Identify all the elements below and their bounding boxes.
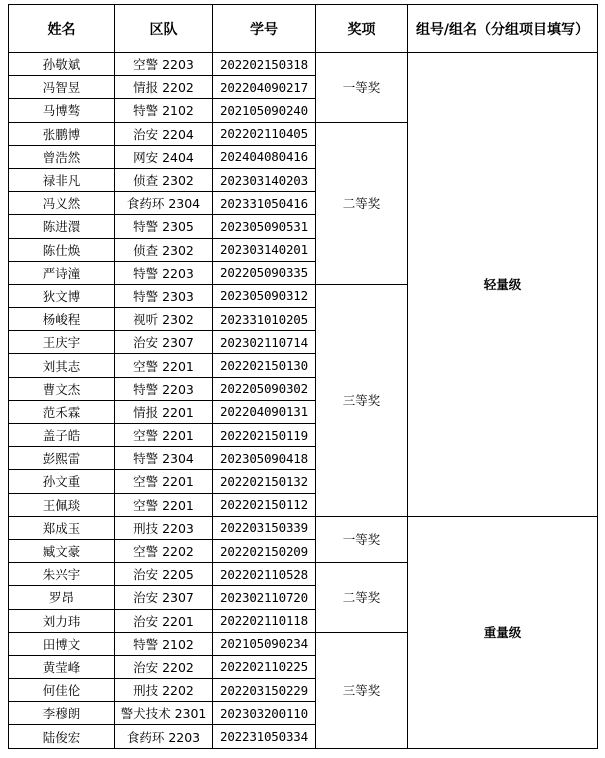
student-id: 202105090234	[213, 632, 316, 655]
header-student-id: 学号	[213, 5, 316, 53]
weight-class-cell: 轻量级	[408, 53, 598, 517]
student-id: 202204090131	[213, 400, 316, 423]
header-group: 组号/组名（分组项目填写）	[408, 5, 598, 53]
student-id: 202202110405	[213, 122, 316, 145]
student-id: 202202150318	[213, 53, 316, 76]
student-name: 冯智昱	[9, 76, 115, 99]
team-cell: 食药环 2304	[115, 192, 213, 215]
header-name: 姓名	[9, 5, 115, 53]
student-id: 202204090217	[213, 76, 316, 99]
team-cell: 特警 2203	[115, 377, 213, 400]
award-cell: 三等奖	[316, 632, 408, 748]
team-cell: 治安 2307	[115, 331, 213, 354]
student-name: 田博文	[9, 632, 115, 655]
table-header	[9, 5, 598, 53]
team-cell: 治安 2307	[115, 586, 213, 609]
student-name: 冯义然	[9, 192, 115, 215]
team-cell: 特警 2102	[115, 632, 213, 655]
student-id: 202202150209	[213, 539, 316, 562]
student-name: 张鹏博	[9, 122, 115, 145]
student-name: 范禾霖	[9, 400, 115, 423]
header-row	[9, 5, 598, 53]
team-cell: 警犬技术 2301	[115, 702, 213, 725]
student-id: 202305090418	[213, 447, 316, 470]
weight-class-cell: 重量级	[408, 516, 598, 748]
student-id: 202203150229	[213, 679, 316, 702]
team-cell: 治安 2201	[115, 609, 213, 632]
team-cell: 空警 2201	[115, 470, 213, 493]
student-id: 202303140203	[213, 168, 316, 191]
student-name: 严诗潼	[9, 261, 115, 284]
team-cell: 空警 2202	[115, 539, 213, 562]
student-name: 曹文杰	[9, 377, 115, 400]
team-cell: 空警 2201	[115, 354, 213, 377]
student-id: 202205090302	[213, 377, 316, 400]
student-name: 杨峻程	[9, 308, 115, 331]
team-cell: 网安 2404	[115, 145, 213, 168]
team-cell: 特警 2102	[115, 99, 213, 122]
table-row	[9, 516, 598, 539]
student-id: 202202110225	[213, 655, 316, 678]
award-table	[8, 4, 598, 749]
student-name: 朱兴宇	[9, 563, 115, 586]
student-id: 202302110720	[213, 586, 316, 609]
team-cell: 特警 2203	[115, 261, 213, 284]
student-id: 202331050416	[213, 192, 316, 215]
student-name: 郑成玉	[9, 516, 115, 539]
student-name: 陆俊宏	[9, 725, 115, 748]
team-cell: 刑技 2202	[115, 679, 213, 702]
student-name: 禄非凡	[9, 168, 115, 191]
student-name: 黄莹峰	[9, 655, 115, 678]
student-id: 202404080416	[213, 145, 316, 168]
student-id: 202302110714	[213, 331, 316, 354]
student-id: 202202110118	[213, 609, 316, 632]
award-cell: 二等奖	[316, 122, 408, 284]
team-cell: 治安 2204	[115, 122, 213, 145]
student-id: 202305090531	[213, 215, 316, 238]
team-cell: 特警 2304	[115, 447, 213, 470]
header-award: 奖项	[316, 5, 408, 53]
student-id: 202202150130	[213, 354, 316, 377]
student-name: 陈仕焕	[9, 238, 115, 261]
award-cell: 一等奖	[316, 53, 408, 123]
student-id: 202202150132	[213, 470, 316, 493]
student-name: 马博骜	[9, 99, 115, 122]
team-cell: 空警 2201	[115, 493, 213, 516]
team-cell: 特警 2303	[115, 284, 213, 307]
team-cell: 情报 2201	[115, 400, 213, 423]
student-name: 彭熙雷	[9, 447, 115, 470]
team-cell: 食药环 2203	[115, 725, 213, 748]
student-name: 王庆宇	[9, 331, 115, 354]
student-name: 孙文重	[9, 470, 115, 493]
student-name: 狄文博	[9, 284, 115, 307]
student-id: 202303140201	[213, 238, 316, 261]
team-cell: 空警 2201	[115, 424, 213, 447]
student-name: 何佳伦	[9, 679, 115, 702]
student-name: 罗昂	[9, 586, 115, 609]
student-id: 202331010205	[213, 308, 316, 331]
team-cell: 视听 2302	[115, 308, 213, 331]
team-cell: 侦查 2302	[115, 168, 213, 191]
student-name: 李穆朗	[9, 702, 115, 725]
student-name: 陈进澴	[9, 215, 115, 238]
student-name: 盖子皓	[9, 424, 115, 447]
student-id: 202202110528	[213, 563, 316, 586]
team-cell: 空警 2203	[115, 53, 213, 76]
student-id: 202203150339	[213, 516, 316, 539]
table-body	[9, 53, 598, 749]
award-cell: 三等奖	[316, 284, 408, 516]
student-id: 202231050334	[213, 725, 316, 748]
student-id: 202303200110	[213, 702, 316, 725]
student-name: 臧文豪	[9, 539, 115, 562]
header-team: 区队	[115, 5, 213, 53]
table-row	[9, 53, 598, 76]
award-cell: 二等奖	[316, 563, 408, 633]
student-id: 202202150119	[213, 424, 316, 447]
student-id: 202105090240	[213, 99, 316, 122]
team-cell: 刑技 2203	[115, 516, 213, 539]
team-cell: 治安 2205	[115, 563, 213, 586]
team-cell: 情报 2202	[115, 76, 213, 99]
student-name: 刘其志	[9, 354, 115, 377]
team-cell: 治安 2202	[115, 655, 213, 678]
student-name: 孙敬斌	[9, 53, 115, 76]
student-name: 王佩琰	[9, 493, 115, 516]
team-cell: 侦查 2302	[115, 238, 213, 261]
student-name: 曾浩然	[9, 145, 115, 168]
award-cell: 一等奖	[316, 516, 408, 562]
team-cell: 特警 2305	[115, 215, 213, 238]
student-id: 202305090312	[213, 284, 316, 307]
student-name: 刘力玮	[9, 609, 115, 632]
student-id: 202202150112	[213, 493, 316, 516]
student-id: 202205090335	[213, 261, 316, 284]
